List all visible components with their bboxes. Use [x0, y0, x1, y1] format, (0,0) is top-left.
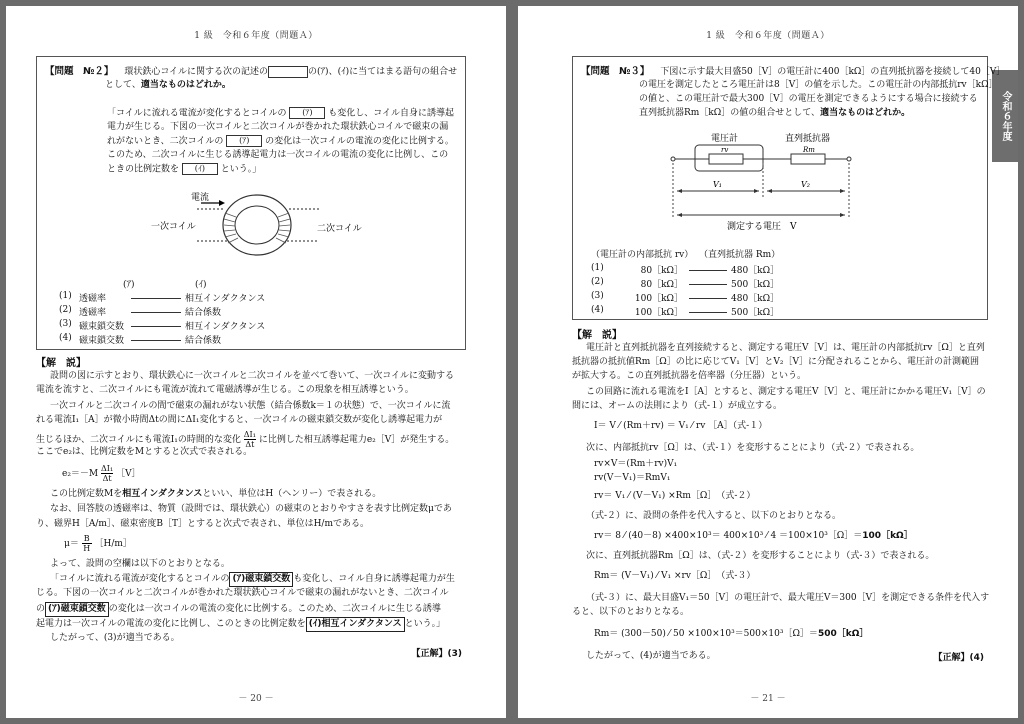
- explanation-text: 生じるほか、二次コイルにも電流I₁の時間的な変化: [36, 435, 241, 445]
- option-a: 透磁率: [79, 308, 107, 318]
- option-b: 480［kΩ］: [731, 294, 780, 304]
- explanation-text: 抵抗器の抵抗値Rm［Ω］の比に応じてV₁［V］とV₂［V］に分配されることから、電圧計の計測範囲: [572, 357, 979, 367]
- correct-answer: 【正解】(3): [411, 649, 462, 659]
- equation-result: 100［kΩ］: [862, 531, 913, 541]
- option-a: 磁束鎖交数: [79, 336, 125, 346]
- explanation-text: が拡大する。この直列抵抗器を倍率器（分圧器）という。: [572, 371, 807, 381]
- option-b: 480［kΩ］: [731, 266, 780, 276]
- equation-lhs: e₂＝－M: [62, 469, 99, 479]
- option-a: 100［kΩ］: [634, 308, 683, 318]
- quote-text: という。」: [220, 164, 262, 175]
- option-connector: [131, 340, 181, 341]
- voltmeter-circuit-diagram: [673, 129, 893, 239]
- page-number: － 20 －: [238, 694, 274, 704]
- explanation-text: という。」: [404, 619, 446, 629]
- option-connector: [131, 312, 181, 313]
- quote-text: も変化し、コイル自身に誘導起: [328, 108, 454, 119]
- equation-numerator: B: [83, 534, 90, 543]
- column-header-a: (ｱ): [123, 280, 135, 290]
- problem-title: 【問題 №２】: [45, 66, 114, 77]
- option-a: 透磁率: [79, 294, 107, 304]
- equation-1: I＝ V ⁄ (Rm＋rv) ＝ V₁ ⁄ rv ［A］（式-１）: [594, 421, 768, 431]
- equation-2c: rv＝ V₁ ⁄ (V－V₁) ×Rm［Ω］ （式-２）: [594, 491, 756, 501]
- option-number: (3): [59, 319, 72, 329]
- equation-body: rv＝ 8 ⁄ (40－8) ×400×10³＝ 400×10³ ⁄ 4 ＝100×10³［Ω］＝: [594, 531, 863, 541]
- option-connector: [689, 270, 727, 271]
- blank-a: (ｱ): [289, 107, 325, 119]
- toroid-coil-diagram: [151, 187, 362, 267]
- explanation-text: 起電力は一次コイルの電流の変化に比例し、このときの比例定数を: [36, 619, 306, 629]
- equation-3: [594, 530, 913, 543]
- problem-emphasis: 適当なものはどれか。: [820, 108, 911, 118]
- column-header-b: (ｲ): [195, 280, 207, 290]
- fraction-dI-dt: $\frac{\text{ΔI₁}}{\Delta t}$: [243, 430, 256, 449]
- option-number: (3): [591, 291, 604, 301]
- explanation-text: 次に、内部抵抗rv［Ω］は、（式-１）を変形することにより（式-２）で表される。: [586, 443, 920, 453]
- equation-lhs: μ＝: [64, 539, 79, 549]
- equation-4: Rm＝ (V－V₁) ⁄ V₁ ×rv［Ω］ （式-３）: [594, 571, 756, 581]
- explanation-text: よって、設問の空欄は以下のとおりとなる。: [50, 559, 230, 569]
- problem-text: 直列抵抗器Rm［kΩ］の値の組合せとして、: [639, 108, 821, 118]
- label-rm: Rm: [803, 146, 815, 154]
- option-a: 80［kΩ］: [640, 266, 683, 276]
- running-head: 1 級 令和６年度（問題Ａ）: [706, 31, 830, 41]
- problem-text: として、: [105, 80, 141, 90]
- explanation-text: ここでe₂は、比例定数をMとすると次式で表される。: [36, 447, 253, 457]
- explanation-text: じる。下図の一次コイルと二次コイルが巻かれた環状鉄心コイルで磁束の漏れがないとき、二次コイル: [36, 588, 449, 598]
- option-connector: [689, 284, 727, 285]
- equation-fraction: [101, 464, 113, 483]
- explanation-text: この回路に流れる電流をI［A］とすると、測定する電圧V［V］と、電圧計にかかる電圧V₁［V］の: [586, 387, 986, 397]
- year-tab: 令和６年度: [992, 70, 1018, 162]
- problem-text: の電圧を測定したところ電圧計は8［V］の値を示した。この電圧計の内部抵抗rv［kΩ］: [639, 80, 998, 90]
- column-header-b: （直列抵抗器 Rm）: [699, 250, 781, 260]
- explanation-text: の変化は一次コイルの電流の変化に比例する。このため、二次コイルに生じる誘導: [108, 604, 441, 614]
- equation-fraction: [82, 534, 92, 553]
- explanation-text: 設問の図に示すとおり、環状鉄心に一次コイルと二次コイルを並べて巻いて、一次コイルに変動する: [50, 371, 455, 381]
- quote-text: このため、二次コイルに生じる誘導起電力は一次コイルの電流の変化に比例し、この: [107, 150, 449, 160]
- problem-text: 下図に示す最大目盛50［V］の電圧計に400［kΩ］の直列抵抗器を接続して40［V］: [660, 67, 1006, 77]
- problem-text: の(ｱ)、(ｲ)に当てはまる語句の組合せ: [308, 67, 458, 77]
- blank-a: (ｱ): [226, 135, 262, 147]
- option-number: (4): [591, 305, 604, 315]
- explanation-text: したがって、(4)が適当である。: [586, 651, 716, 661]
- equation-denominator: H: [83, 544, 91, 553]
- problem-text: の値と、この電圧計で最大300［V］の電圧を測定できるようにする場合に接続する: [639, 94, 978, 104]
- explanation-title: 【解 説】: [36, 358, 86, 369]
- explanation-text: 次に、直列抵抗器Rm［Ω］は、（式-２）を変形することにより（式-３）で表される。: [586, 551, 935, 561]
- equation-2b: rv(V－V₁)＝RmV₁: [594, 473, 671, 483]
- explanation-text: り、磁界H［A/m］、磁束密度B［T］とすると次式で表され、単位はH/mである。: [36, 519, 369, 529]
- explanation-title: 【解 説】: [572, 330, 622, 341]
- explanation-text: れる電流I₁［A］が微小時間Δtの間にΔI₁変化すると、一次コイルの磁束鎖交数が変化し誘導起電力が: [36, 415, 443, 425]
- option-b: 結合係数: [185, 308, 222, 318]
- explanation-text: 「コイルに流れる電流が変化するとコイルの: [50, 574, 230, 584]
- label-v2: V₂: [801, 180, 810, 189]
- equation-2a: rv×V＝(Rm＋rv)V₁: [594, 459, 678, 469]
- label-rv: rv: [721, 146, 729, 154]
- equation-mu: [64, 534, 132, 553]
- label-series-resistor: 直列抵抗器: [785, 134, 831, 144]
- problem-title: 【問題 №３】: [581, 66, 650, 77]
- explanation-text: なお、回答肢の透磁率は、物質（設問では、環状鉄心）の磁束のとおりやすさを表す比例定数μであ: [50, 504, 452, 514]
- explanation-text: 電流を流すと、二次コイルにも電流が流れて電磁誘導が生じる。この現象を相互誘導という。: [36, 385, 414, 395]
- option-b: 相互インダクタンス: [185, 294, 266, 304]
- label-measured-voltage: 測定する電圧 V: [727, 222, 797, 232]
- equation-numerator: ΔI₁: [101, 464, 114, 473]
- answer-blank: [268, 66, 308, 78]
- label-secondary-coil: 二次コイル: [317, 224, 362, 234]
- option-number: (2): [591, 277, 604, 287]
- option-connector: [131, 298, 181, 299]
- explanation-text: ると、以下のとおりとなる。: [572, 607, 690, 617]
- answer-box: (ｱ)磁束鎖交数: [229, 572, 293, 587]
- option-b: 結合係数: [185, 336, 222, 346]
- explanation-text: したがって、(3)が適当である。: [50, 633, 180, 643]
- quote-text: れがないとき、二次コイルの: [107, 136, 224, 147]
- label-v1: V₁: [713, 180, 722, 189]
- problem-text: 環状鉄心コイルに関する次の記述の: [124, 67, 269, 77]
- option-b: 相互インダクタンス: [185, 322, 266, 332]
- problem-emphasis: 適当なものはどれか。: [140, 80, 231, 90]
- option-b: 500［kΩ］: [731, 280, 780, 290]
- label-voltmeter: 電圧計: [711, 134, 739, 144]
- option-number: (1): [59, 291, 72, 301]
- correct-answer: 【正解】(4): [933, 653, 984, 663]
- explanation-text: の: [36, 604, 46, 614]
- option-number: (1): [591, 263, 604, 273]
- equation-unit: ［H/m］: [94, 539, 132, 549]
- option-connector: [131, 326, 181, 327]
- option-number: (2): [59, 305, 72, 315]
- running-head: 1 級 令和６年度（問題Ａ）: [194, 31, 318, 41]
- answer-box: (ｲ)相互インダクタンス: [306, 617, 405, 632]
- option-b: 500［kΩ］: [731, 308, 780, 318]
- option-a: 100［kΩ］: [634, 294, 683, 304]
- explanation-text: この比例定数Mを: [50, 489, 123, 499]
- page-20: [6, 6, 506, 718]
- quote-text: 「コイルに流れる電流が変化するとコイルの: [107, 108, 287, 119]
- explanation-text: 一次コイルと二次コイルの間で磁束の漏れがない状態（結合係数k＝１の状態）で、一次コイルに流: [50, 401, 451, 411]
- answer-box: (ｱ)磁束鎖交数: [45, 602, 109, 617]
- equation-denominator: Δt: [102, 474, 112, 483]
- explanation-text: （式-２）に、設問の条件を代入すると、以下のとおりとなる。: [586, 511, 842, 521]
- problem-box-2: [36, 56, 466, 350]
- quote-text: の変化は一次コイルの電流の変化に比例する。: [265, 136, 454, 147]
- option-a: 磁束鎖交数: [79, 322, 125, 332]
- label-current: 電流: [191, 193, 210, 203]
- explanation-text: といい、単位はH（ヘンリー）で表される。: [202, 489, 382, 499]
- equation-5: [594, 628, 868, 641]
- explanation-text: 電圧計と直列抵抗器を直列接続すると、測定する電圧V［V］は、電圧計の内部抵抗rv［Ω］と直列: [586, 343, 985, 353]
- quote-text: ときの比例定数を: [107, 164, 180, 175]
- explanation-text: に比例した相互誘導起電力e₂［V］が発生する。: [258, 435, 455, 445]
- label-primary-coil: 一次コイル: [151, 222, 196, 232]
- explanation-text: 間には、オームの法則により（式-１）が成立する。: [572, 401, 783, 411]
- option-a: 80［kΩ］: [640, 280, 683, 290]
- quote-text: 電力が生じる。下図の一次コイルと二次コイルが巻かれた環状鉄心コイルで磁束の漏: [107, 122, 449, 132]
- page-number: － 21 －: [750, 694, 786, 704]
- blank-b: (ｲ): [182, 163, 218, 175]
- equation-body: Rm＝ (300－50) ⁄ 50 ×100×10³＝500×10³［Ω］＝: [594, 629, 818, 639]
- option-connector: [689, 312, 727, 313]
- option-connector: [689, 298, 727, 299]
- column-header-a: （電圧計の内部抵抗 rv）: [591, 250, 694, 260]
- option-number: (4): [59, 333, 72, 343]
- equation-e2: [62, 464, 141, 483]
- keyword: 相互インダクタンス: [122, 489, 203, 499]
- explanation-text: （式-３）に、最大目盛V₁＝50［V］の電圧計で、最大電圧V＝300［V］を測定できる条件を代入す: [586, 593, 990, 603]
- equation-result: 500［kΩ］: [817, 629, 869, 639]
- equation-unit: ［V］: [116, 469, 141, 479]
- page-21: [518, 6, 1018, 718]
- explanation-text: も変化し、コイル自身に誘導起電力が生: [293, 574, 455, 584]
